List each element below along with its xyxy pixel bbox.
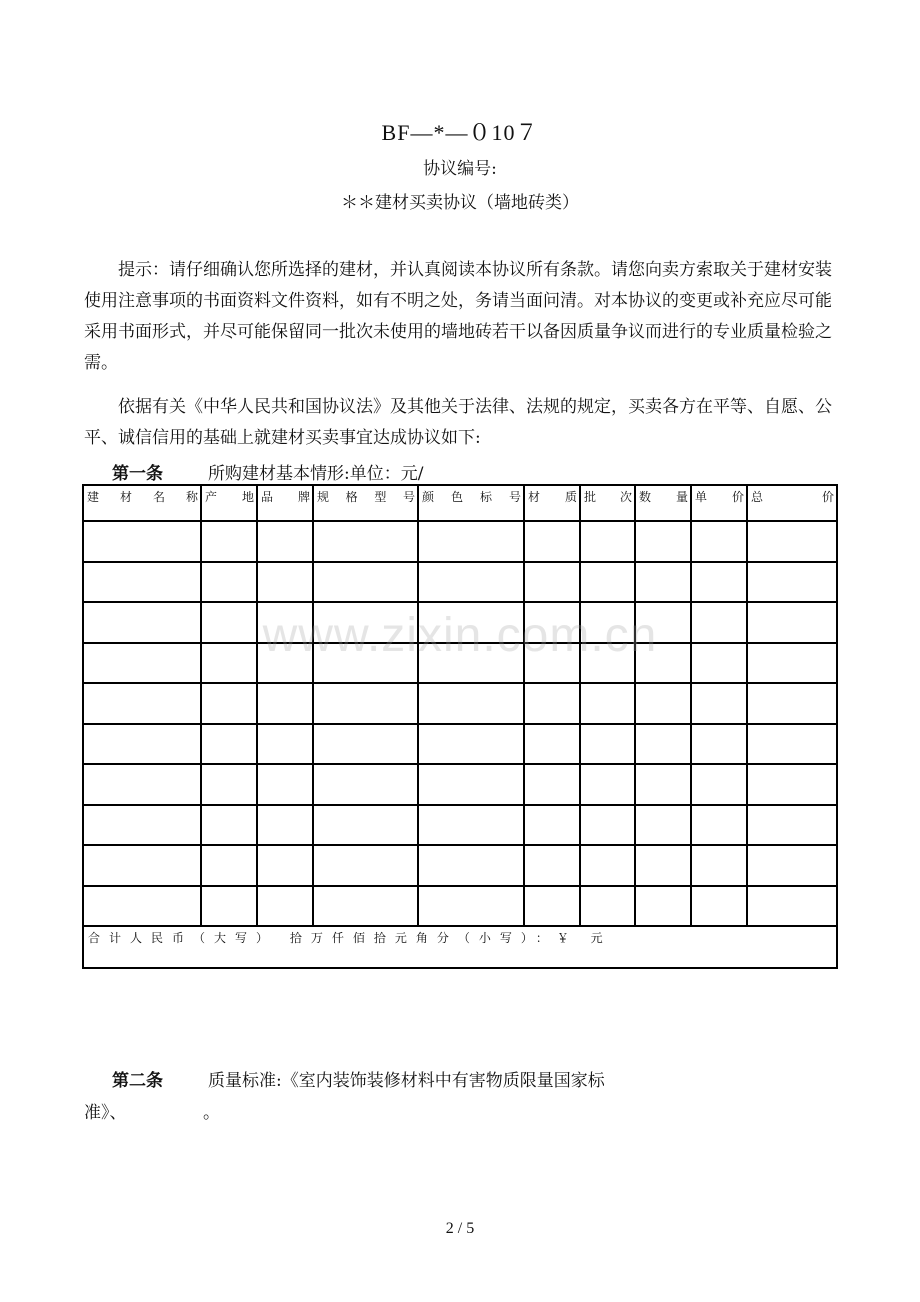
table-cell[interactable] [635,845,691,886]
table-header-row [83,485,837,521]
table-cell[interactable] [691,764,747,805]
table-cell[interactable] [201,521,257,562]
table-row [83,845,837,886]
column-header-char: 单 [695,490,708,504]
table-cell[interactable] [257,805,313,846]
table-cell[interactable] [257,521,313,562]
column-header-char: 标 [479,490,492,504]
table-cell[interactable] [313,764,418,805]
article-2-text: 质量标准:《室内装饰装修材料中有害物质限量国家标 [208,1071,605,1091]
table-cell[interactable] [83,886,201,927]
table-cell[interactable] [418,805,524,846]
agreement-title: ＊＊建材买卖协议（墙地砖类） [341,193,579,213]
table-cell[interactable] [635,805,691,846]
column-header-char: 格 [345,490,358,504]
table-cell[interactable] [691,845,747,886]
table-cell[interactable] [313,805,418,846]
table-cell[interactable] [201,886,257,927]
table-cell[interactable] [747,521,837,562]
column-header-char: 次 [619,490,632,504]
intro-basis-paragraph: 依据有关《中华人民共和国协议法》及其他关于法律、法规的规定，买卖各方在平等、自愿、公平、诚信信用的基础上就建材买卖事宜达成协议如下: [84,397,832,448]
table-cell[interactable] [418,764,524,805]
article-2 [112,1066,605,1091]
table-cell[interactable] [201,764,257,805]
table-cell[interactable] [635,683,691,724]
table-row [83,724,837,765]
total-cell [83,926,837,968]
column-header-char: 总 [751,490,764,504]
column-header [313,485,418,521]
column-header-char: 号 [508,490,521,504]
table-cell[interactable] [313,562,418,603]
table-cell[interactable] [83,683,201,724]
table-cell[interactable] [418,845,524,886]
column-header [83,485,201,521]
column-header [691,485,747,521]
table-cell[interactable] [635,764,691,805]
column-header-char: 规 [317,490,330,504]
table-cell[interactable] [524,521,580,562]
column-header-char: 型 [374,490,387,504]
column-header-char: 号 [402,490,415,504]
column-header [257,485,313,521]
table-cell[interactable] [418,521,524,562]
table-cell[interactable] [691,521,747,562]
column-header [524,485,580,521]
article-2-heading: 第二条 [112,1071,163,1091]
table-cell[interactable] [747,805,837,846]
table-cell[interactable] [580,562,635,603]
table-cell[interactable] [257,764,313,805]
table-cell[interactable] [257,886,313,927]
table-cell[interactable] [691,683,747,724]
column-header-char: 价 [821,490,834,504]
table-cell[interactable] [580,764,635,805]
table-cell[interactable] [83,521,201,562]
column-header-char: 牌 [297,490,310,504]
table-cell[interactable] [313,886,418,927]
intro-tip-paragraph: 提示：请仔细确认您所选择的建材，并认真阅读本协议所有条款。请您向卖方索取关于建材安装使用注意事项的书面资料文件资料，如有不明之处，务请当面问清。对本协议的变更或补充应尽可能采用书面形式，并尽可能保留同一批次未使用的墙地砖若干以备因质量争议而进行的专业质量检验之需。 [84,260,832,373]
table-cell[interactable] [747,764,837,805]
table-row [83,805,837,846]
table-cell[interactable] [313,724,418,765]
table-cell[interactable] [201,683,257,724]
materials-table [82,484,838,969]
total-amount-text: 合计人民币（大写） 拾万仟佰拾元角分（小写）：￥ 元 [88,931,612,945]
table-cell[interactable] [580,886,635,927]
column-header-char: 产 [205,490,218,504]
column-header [418,485,524,521]
total-row [83,926,837,968]
table-cell[interactable] [635,886,691,927]
article-1-text: 所购建材基本情形:单位：元/ [208,464,424,484]
table-cell[interactable] [691,886,747,927]
table-cell[interactable] [418,724,524,765]
column-header-char: 品 [261,490,274,504]
column-header-char: 数 [639,490,652,504]
table-cell[interactable] [201,805,257,846]
table-cell[interactable] [580,805,635,846]
table-cell[interactable] [524,562,580,603]
table-cell[interactable] [747,886,837,927]
table-row [83,562,837,603]
column-header [635,485,691,521]
table-cell[interactable] [524,805,580,846]
column-header-char: 质 [564,490,577,504]
table-cell[interactable] [257,683,313,724]
table-cell[interactable] [691,724,747,765]
table-cell[interactable] [313,845,418,886]
column-header-char: 批 [584,490,597,504]
table-cell[interactable] [83,805,201,846]
table-cell[interactable] [524,886,580,927]
table-cell[interactable] [313,521,418,562]
table-cell[interactable] [580,724,635,765]
table-cell[interactable] [580,845,635,886]
column-header-char: 色 [450,490,463,504]
column-header-char: 材 [528,490,541,504]
table-cell[interactable] [747,724,837,765]
table-cell[interactable] [83,562,201,603]
table-cell[interactable] [747,683,837,724]
table-cell[interactable] [635,724,691,765]
table-row [83,521,837,562]
table-cell[interactable] [201,724,257,765]
column-header-char: 颜 [422,490,435,504]
watermark: www.zixin.com.cn [262,609,658,662]
column-header-char: 地 [241,490,254,504]
table-cell[interactable] [635,562,691,603]
table-cell[interactable] [418,886,524,927]
article-1-heading: 第一条 [112,464,163,484]
table-cell[interactable] [635,521,691,562]
column-header-char: 材 [119,490,132,504]
column-header-char: 名 [152,490,165,504]
table-cell[interactable] [418,562,524,603]
table-cell[interactable] [747,845,837,886]
table-cell[interactable] [83,764,201,805]
document-code: BF—*—０10７ [381,120,539,145]
article-2-continuation: 准》、 。 [84,1103,220,1123]
table-cell[interactable] [691,562,747,603]
column-header-char: 称 [185,490,198,504]
table-cell[interactable] [201,562,257,603]
column-header-char: 建 [87,490,100,504]
table-cell[interactable] [313,683,418,724]
table-cell[interactable] [83,724,201,765]
table-cell[interactable] [524,683,580,724]
table-cell[interactable] [580,521,635,562]
table-row [83,683,837,724]
table-cell[interactable] [257,845,313,886]
article-1 [112,459,423,484]
table-cell[interactable] [691,805,747,846]
table-cell[interactable] [257,562,313,603]
table-cell[interactable] [83,845,201,886]
table-cell[interactable] [747,562,837,603]
column-header-char: 量 [675,490,688,504]
table-row [83,764,837,805]
table-cell[interactable] [524,845,580,886]
table-row [83,886,837,927]
table-cell[interactable] [524,724,580,765]
table-cell[interactable] [580,683,635,724]
table-cell[interactable] [524,764,580,805]
column-header [201,485,257,521]
column-header [747,485,837,521]
column-header-char: 价 [731,490,744,504]
table-cell[interactable] [201,845,257,886]
page-number: 2 / 5 [445,1220,475,1237]
table-cell[interactable] [257,724,313,765]
column-header [580,485,635,521]
table-cell[interactable] [418,683,524,724]
agreement-number-label: 协议编号: [423,159,497,179]
